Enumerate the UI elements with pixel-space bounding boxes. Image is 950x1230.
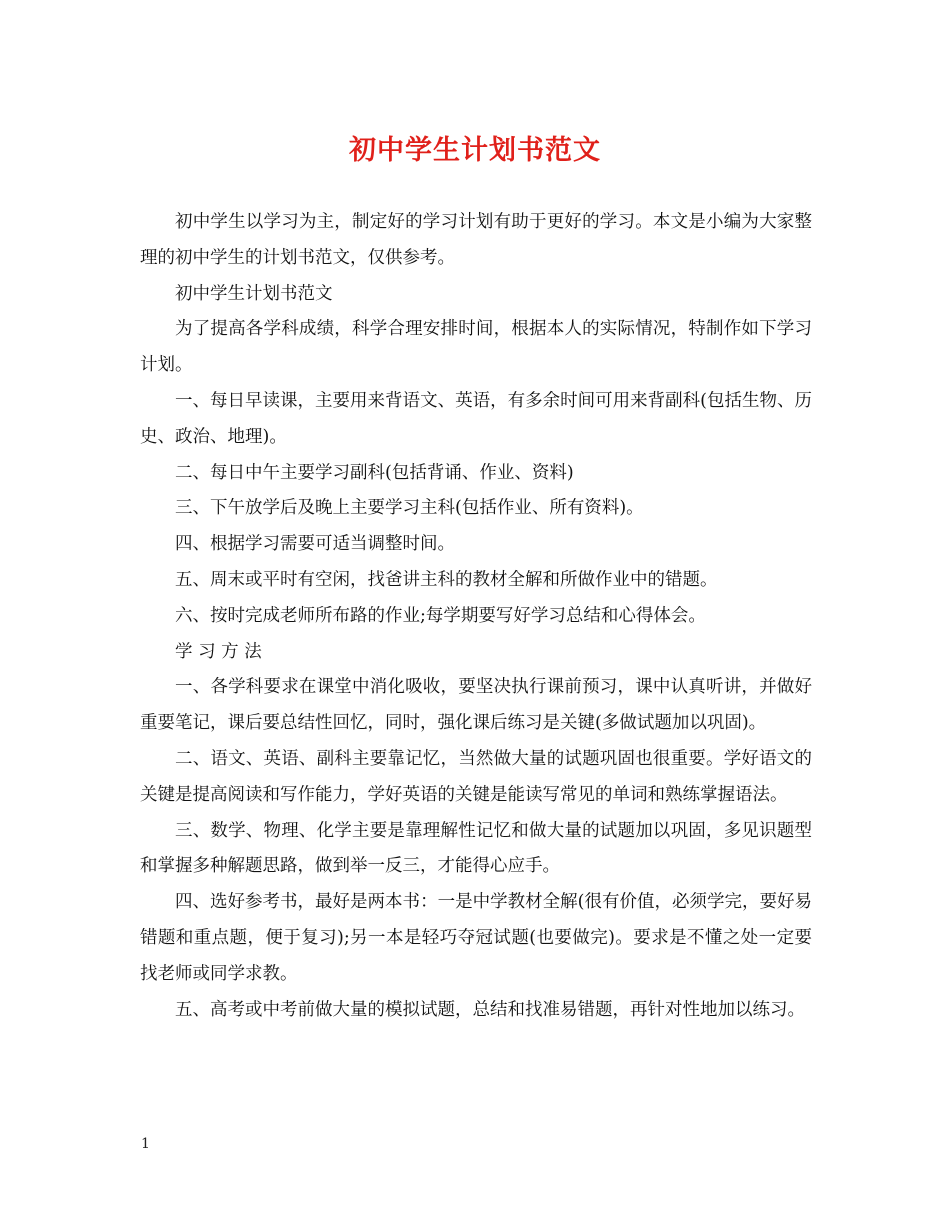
page-number: 1: [141, 1136, 150, 1152]
intro-paragraph: 初中学生以学习为主，制定好的学习计划有助于更好的学习。本文是小编为大家整理的初中学生的计划书范文，仅供参考。: [140, 212, 812, 268]
plan-item-2: 二、每日中午主要学习副科(包括背诵、作业、资料): [175, 462, 574, 483]
document-title: 初中学生计划书范文: [349, 135, 601, 166]
plan-intro-paragraph: 为了提高各学科成绩，科学合理安排时间，根据本人的实际情况，特制作如下学习计划。: [140, 319, 812, 376]
method-item-1: 一、各学科要求在课堂中消化吸收，要坚决执行课前预习，课中认真听讲，并做好重要笔记，课后要总结性回忆，同时，强化课后练习是关键(多做试题加以巩固)。: [140, 677, 812, 734]
plan-item-5: 五、周末或平时有空闲，找爸讲主科的教材全解和所做作业中的错题。: [175, 569, 718, 590]
section-heading-methods: 学 习 方 法: [175, 641, 262, 662]
plan-item-1: 一、每日早读课，主要用来背语文、英语，有多余时间可用来背副科(包括生物、历史、政治、地理)。: [140, 390, 812, 447]
plan-item-4: 四、根据学习需要可适当调整时间。: [175, 534, 455, 555]
method-item-5: 五、高考或中考前做大量的模拟试题，总结和找准易错题，再针对性地加以练习。: [175, 999, 805, 1020]
method-item-4: 四、选好参考书，最好是两本书：一是中学教材全解(很有价值，必须学完，要好易错题和重点题，便于复习);另一本是轻巧夺冠试题(也要做完)。要求是不懂之处一定要找老师或同学求教。: [140, 892, 812, 984]
plan-item-6: 六、按时完成老师所布路的作业;每学期要写好学习总结和心得体会。: [175, 605, 706, 626]
document-body: [140, 205, 812, 1028]
section-heading-plan: 初中学生计划书范文: [175, 283, 333, 304]
plan-item-3: 三、下午放学后及晚上主要学习主科(包括作业、所有资料)。: [175, 498, 644, 519]
method-item-2: 二、语文、英语、副科主要靠记忆，当然做大量的试题巩固也很重要。学好语文的关键是提高阅读和写作能力，学好英语的关键是能读写常见的单词和熟练掌握语法。: [140, 748, 812, 805]
method-item-3: 三、数学、物理、化学主要是靠理解性记忆和做大量的试题加以巩固，多见识题型和掌握多种解题思路，做到举一反三，才能得心应手。: [140, 820, 812, 877]
